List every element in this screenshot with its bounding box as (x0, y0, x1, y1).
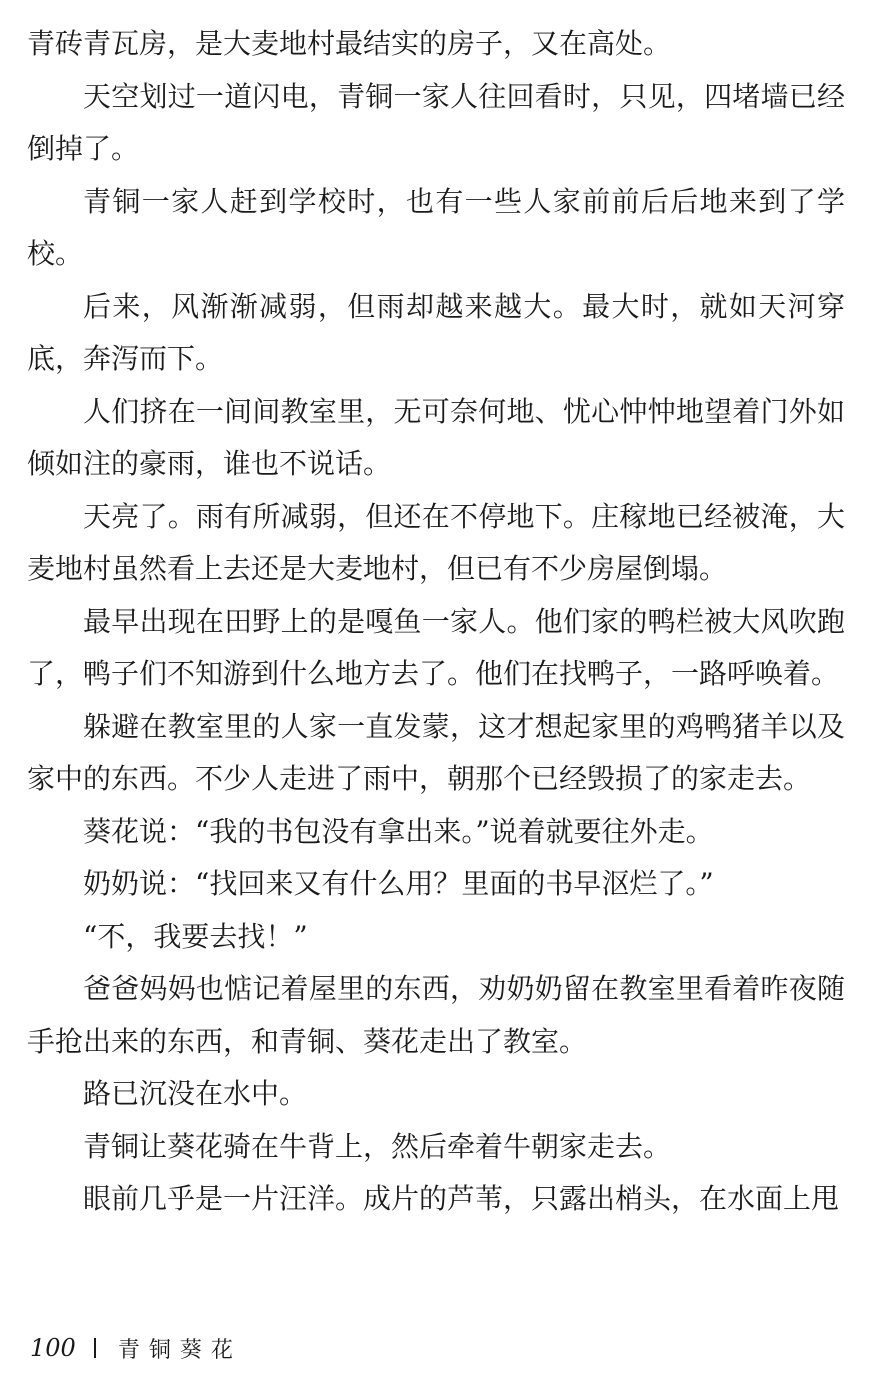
paragraph-3: 青铜一家人赶到学校时，也有一些人家前前后后地来到了学校。 (27, 184, 845, 270)
paragraph-2: 天空划过一道闪电，青铜一家人往回看时，只见，四堵墙已经倒掉了。 (27, 79, 845, 165)
paragraph-13: 路已沉没在水中。 (83, 1077, 308, 1110)
page-body (27, 18, 845, 1226)
book-title: 青铜葵花 (117, 1337, 242, 1363)
paragraph-4: 后来，风渐渐减弱，但雨却越来越大。最大时，就如天河穿底，奔泻而下。 (27, 289, 845, 375)
paragraph-9: 葵花说：“我的书包没有拿出来。”说着就要往外走。 (83, 814, 714, 848)
paragraph-15: 眼前几乎是一片汪洋。成片的芦苇，只露出梢头，在水面上甩 (83, 1182, 840, 1215)
paragraph-8: 躲避在教室里的人家一直发蒙，这才想起家里的鸡鸭猪羊以及家中的东西。不少人走进了雨中，朝那个已经毁损了的家走去。 (27, 709, 845, 795)
paragraph-7: 最早出现在田野上的是嘎鱼一家人。他们家的鸭栏被大风吹跑了，鸭子们不知游到什么地方去了。他们在找鸭子，一路呼唤着。 (27, 604, 845, 690)
paragraph-1: 青砖青瓦房，是大麦地村最结实的房子，又在高处。 (27, 27, 672, 60)
paragraph-14: 青铜让葵花骑在牛背上，然后牵着牛朝家走去。 (83, 1129, 672, 1163)
page-number: 100 (30, 1334, 76, 1362)
paragraph-6: 天亮了。雨有所减弱，但还在不停地下。庄稼地已经被淹，大麦地村虽然看上去还是大麦地村，但已有不少房屋倒塌。 (27, 499, 845, 585)
paragraph-12: 爸爸妈妈也惦记着屋里的东西，劝奶奶留在教室里看着昨夜随手抢出来的东西，和青铜、葵花走出了教室。 (27, 972, 845, 1058)
paragraph-10: 奶奶说：“找回来又有什么用？里面的书早沤烂了。” (83, 867, 714, 900)
paragraph-11: “不，我要去找！” (83, 919, 308, 953)
page-footer (30, 1330, 242, 1366)
footer-divider (94, 1338, 96, 1358)
paragraph-5: 人们挤在一间间教室里，无可奈何地、忧心忡忡地望着门外如倾如注的豪雨，谁也不说话。 (27, 394, 845, 480)
